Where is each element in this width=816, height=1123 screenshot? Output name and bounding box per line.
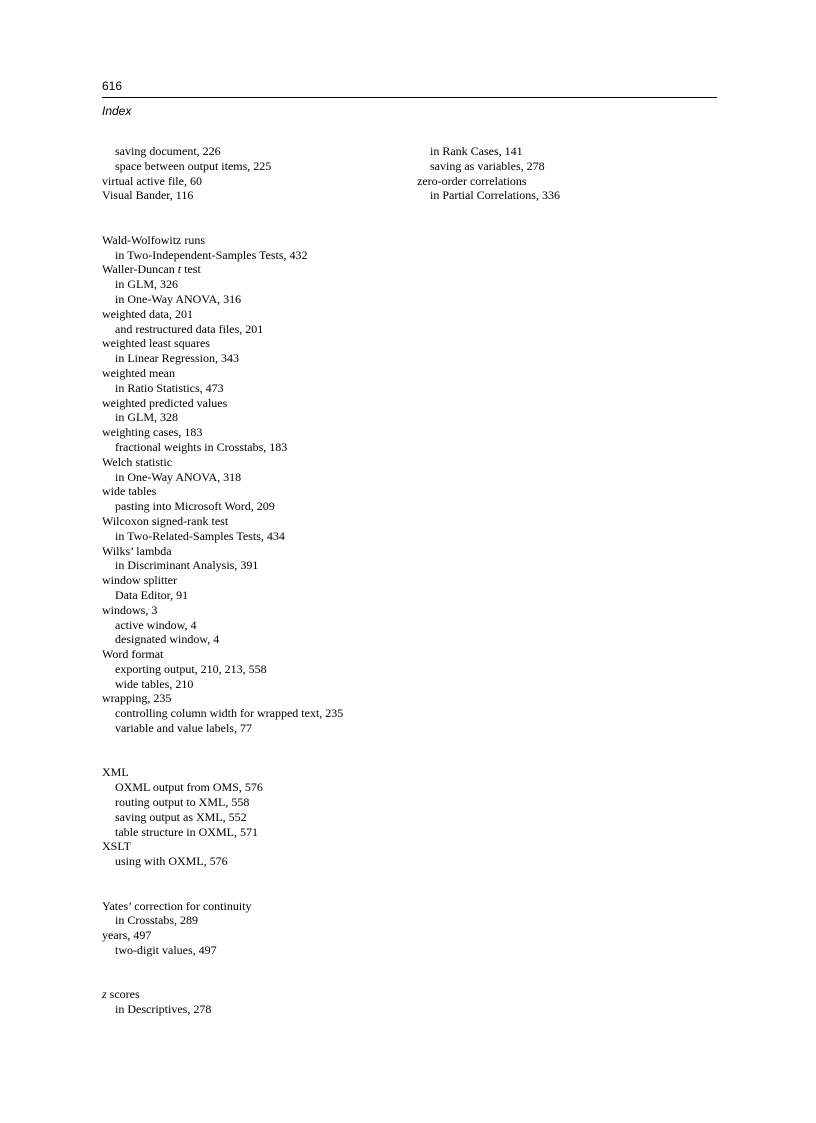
index-subentry: in Crosstabs, 289 [115,913,199,928]
index-subentry: saving document, 226 [115,144,221,158]
index-subentry: wide tables, 210 [115,676,194,691]
index-subentry: saving output as XML, 552 [115,809,247,824]
index-entry: weighted mean [102,365,175,380]
index-subentry: exporting output, 210, 213, 558 [115,661,267,676]
index-entry: windows, 3 [102,602,158,617]
index-subentry: space between output items, 225 [115,158,272,173]
index-subentry: in Discriminant Analysis, 391 [115,558,259,573]
index-entry: window splitter [102,573,177,588]
index-subentry: using with OXML, 576 [115,854,228,869]
index-entry: XML [102,765,129,780]
section-title: Index [102,104,132,118]
index-entry: XSLT [102,839,131,854]
index-entry: Waller-Duncan t test [102,262,201,277]
index-subentry: Data Editor, 91 [115,587,189,602]
index-subentry: in Two-Related-Samples Tests, 434 [115,528,285,543]
index-entry: Yates’ correction for continuity [102,898,252,913]
index-entry: weighted predicted values [102,395,228,410]
index-entry: weighting cases, 183 [102,425,203,440]
letter-group-gap [102,203,402,233]
index-subentry: pasting into Microsoft Word, 209 [115,499,275,514]
index-entry: Wilks’ lambda [102,543,172,558]
index-entry: wrapping, 235 [102,691,172,706]
index-subentry: in One-Way ANOVA, 318 [115,469,242,484]
index-subentry: in GLM, 328 [115,410,178,425]
index-subentry: fractional weights in Crosstabs, 183 [115,439,288,454]
index-subentry: in Partial Correlations, 336 [430,188,560,203]
index-subentry: in Two-Independent-Samples Tests, 432 [115,247,308,262]
header-rule [102,97,717,98]
index-subentry: variable and value labels, 77 [115,721,252,736]
page-number: 616 [102,79,123,93]
index-subentry: two-digit values, 497 [115,943,217,958]
index-entry: Visual Bander, 116 [102,188,194,203]
index-entry: Wald-Wolfowitz runs [102,232,206,247]
index-entry: zero-order correlations [417,173,527,188]
index-subentry: in Linear Regression, 343 [115,351,239,366]
index-entry: Welch statistic [102,454,173,469]
letter-group-gap [102,958,402,988]
index-subentry: routing output to XML, 558 [115,795,250,810]
index-subentry: in Rank Cases, 141 [430,144,523,158]
index-subentry: in One-Way ANOVA, 316 [115,291,242,306]
index-subentry: in GLM, 326 [115,277,178,292]
index-entry: virtual active file, 60 [102,173,202,188]
index-entry: years, 497 [102,928,152,943]
letter-group-gap [102,736,402,766]
index-subentry: saving as variables, 278 [430,158,545,173]
index-entry: weighted data, 201 [102,306,193,321]
index-subentry: in Descriptives, 278 [115,1002,212,1017]
index-entry: Word format [102,647,164,662]
index-column-right [417,144,717,203]
letter-group-gap [102,869,402,899]
index-entry: wide tables [102,484,157,499]
index-subentry: table structure in OXML, 571 [115,824,258,839]
index-subentry: and restructured data files, 201 [115,321,264,336]
index-subentry: in Ratio Statistics, 473 [115,380,224,395]
index-column-left [102,144,402,1017]
index-entry: z scores [102,987,140,1002]
index-subentry: controlling column width for wrapped text, 235 [115,706,344,721]
index-subentry: active window, 4 [115,617,197,632]
index-subentry: designated window, 4 [115,632,220,647]
index-subentry: OXML output from OMS, 576 [115,780,263,795]
index-entry: Wilcoxon signed-rank test [102,513,229,528]
index-entry: weighted least squares [102,336,210,351]
